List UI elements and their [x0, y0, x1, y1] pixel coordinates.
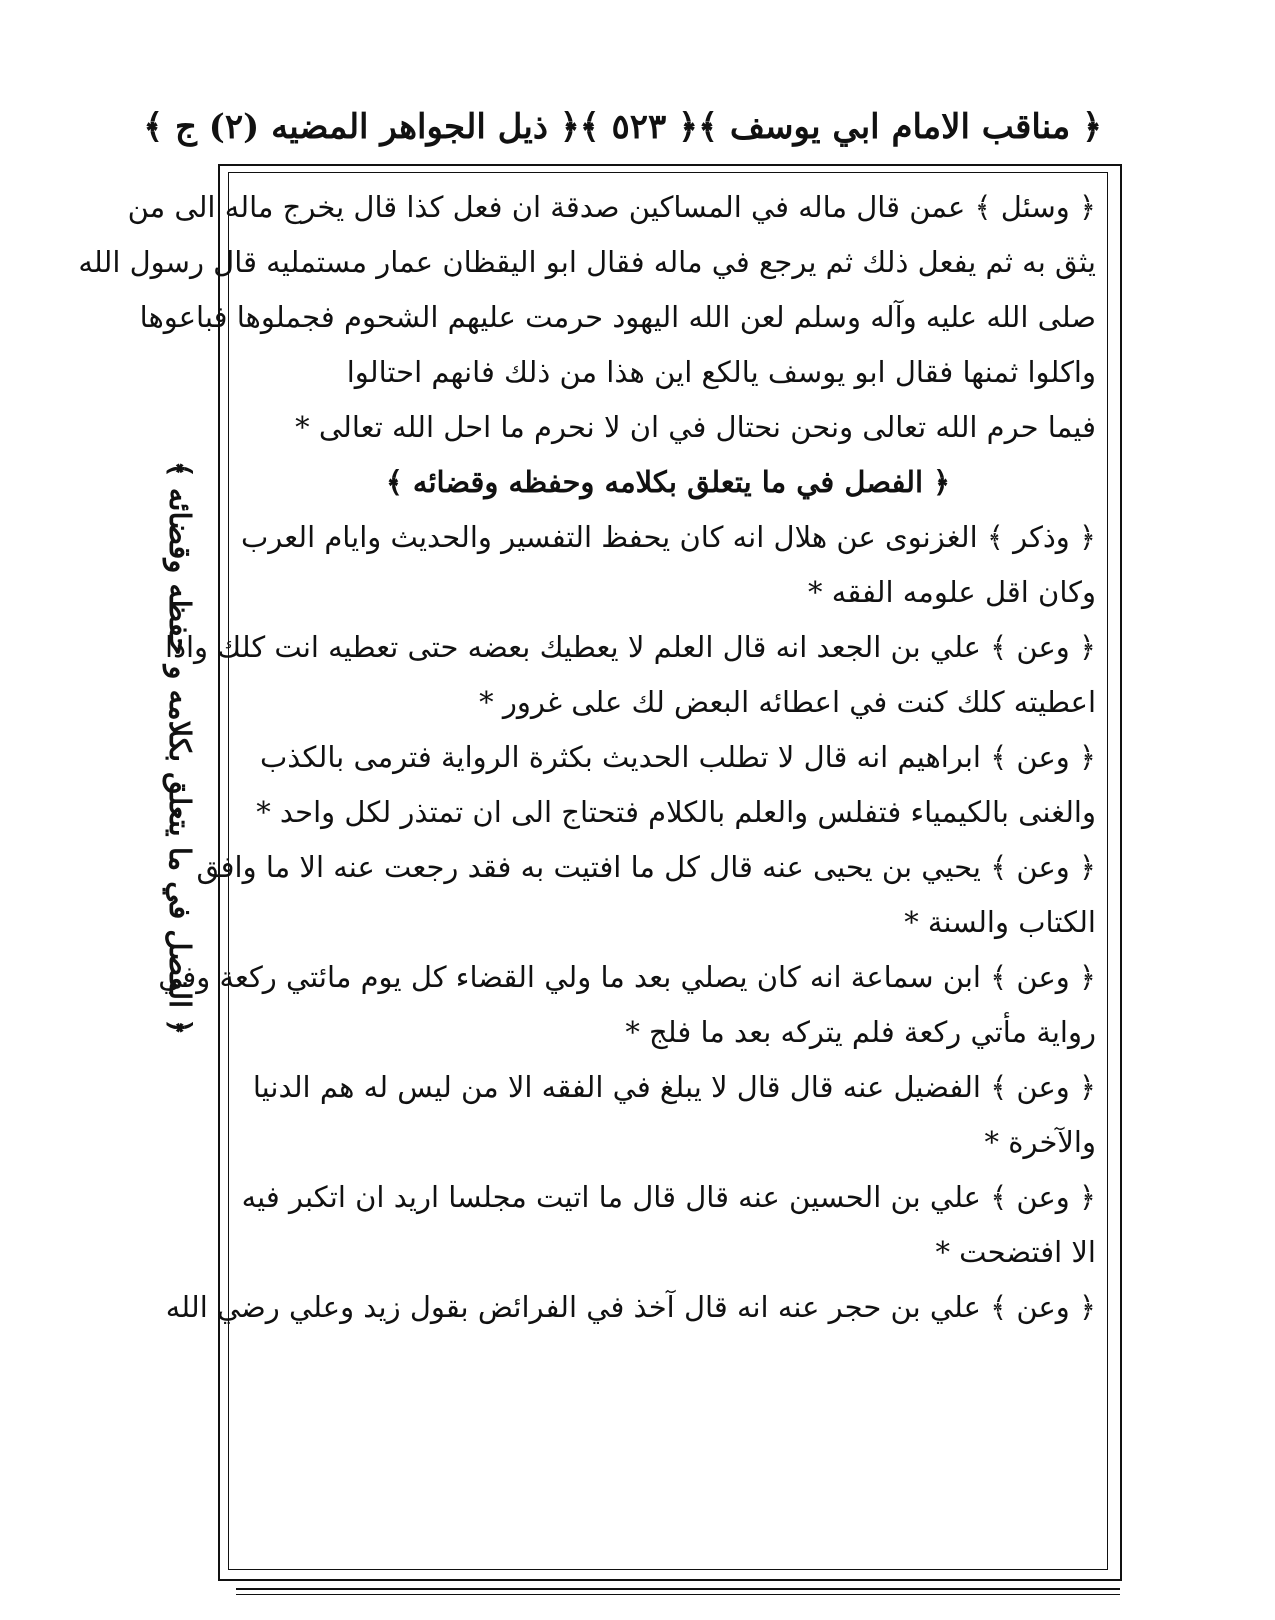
text-line: ﴿ وعن ﴾ يحيي بن يحيى عنه قال كل ما افتيت به فقد رجعت عنه الا ما وافق	[196, 850, 1096, 884]
section-heading: ﴿ الفصل في ما يتعلق بكلامه وحفظه وقضائه ﴾	[385, 465, 951, 499]
margin-note-text: ﴿ الفصل في ما يتعلق بكلامه و حفظه وقضائه ﴾	[163, 460, 198, 1036]
text-line: ﴿ وعن ﴾ علي بن الجعد انه قال العلم لا يعطيك بعضه حتى تعطيه انت كلك واذا	[165, 630, 1096, 664]
running-header	[143, 98, 1102, 154]
text-line: رواية مأتي ركعة فلم يتركه بعد ما فلج *	[625, 1015, 1096, 1049]
bottom-rule	[236, 1588, 1120, 1590]
bottom-rule-thin	[236, 1594, 1120, 1595]
page-number: ﴿ ٥٢٣ ﴾	[579, 106, 699, 147]
text-line: ﴿ وذكر ﴾ الغزنوى عن هلال انه كان يحفظ التفسير والحديث وايام العرب	[240, 520, 1096, 554]
text-line: يثق به ثم يفعل ذلك ثم يرجع في ماله فقال ابو اليقظان عمار مستمليه قال رسول الله	[78, 245, 1096, 279]
text-line: الا افتضحت *	[935, 1235, 1096, 1269]
text-line: فيما حرم الله تعالى ونحن نحتال في ان لا نحرم ما احل الله تعالى *	[295, 410, 1096, 444]
body-text	[78, 180, 1096, 1335]
text-line: ﴿ وعن ﴾ ابن سماعة انه كان يصلي بعد ما ولي القضاء كل يوم مائتي ركعة وفي	[158, 960, 1096, 994]
header-book-title: ﴿ مناقب الامام ابي يوسف ﴾	[698, 106, 1102, 147]
margin-note	[150, 460, 210, 1036]
text-line: والغنى بالكيمياء فتفلس والعلم بالكلام فتحتاج الى ان تمتذر لكل واحد *	[256, 795, 1096, 829]
text-line: ﴿ وسئل ﴾ عمن قال ماله في المساكين صدقة ان فعل كذا قال يخرج ماله الى من	[127, 190, 1096, 224]
text-line: اعطيته كلك كنت في اعطائه البعض لك على غرور *	[479, 685, 1096, 719]
text-line: واكلوا ثمنها فقال ابو يوسف يالكع اين هذا من ذلك فانهم احتالوا	[346, 355, 1096, 389]
text-line: وكان اقل علومه الفقه *	[808, 575, 1096, 609]
text-line: ﴿ وعن ﴾ علي بن الحسين عنه قال قال ما اتيت مجلسا اريد ان اتكبر فيه	[241, 1180, 1096, 1214]
text-line: ﴿ وعن ﴾ الفضيل عنه قال قال لا يبلغ في الفقه الا من ليس له هم الدنيا	[252, 1070, 1096, 1104]
text-line: ﴿ وعن ﴾ علي بن حجر عنه انه قال آخذ في الفرائض بقول زيد وعلي رضي الله	[165, 1290, 1096, 1324]
text-line: ﴿ وعن ﴾ ابراهيم انه قال لا تطلب الحديث بكثرة الرواية فترمى بالكذب	[259, 740, 1096, 774]
text-line: صلى الله عليه وآله وسلم لعن الله اليهود حرمت عليهم الشحوم فجملوها فباعوها	[139, 300, 1096, 334]
text-line: والآخرة *	[984, 1125, 1096, 1159]
text-line: الكتاب والسنة *	[904, 905, 1096, 939]
header-series-title: ﴿ ذيل الجواهر المضيه (٢) ج ﴾	[143, 106, 580, 147]
